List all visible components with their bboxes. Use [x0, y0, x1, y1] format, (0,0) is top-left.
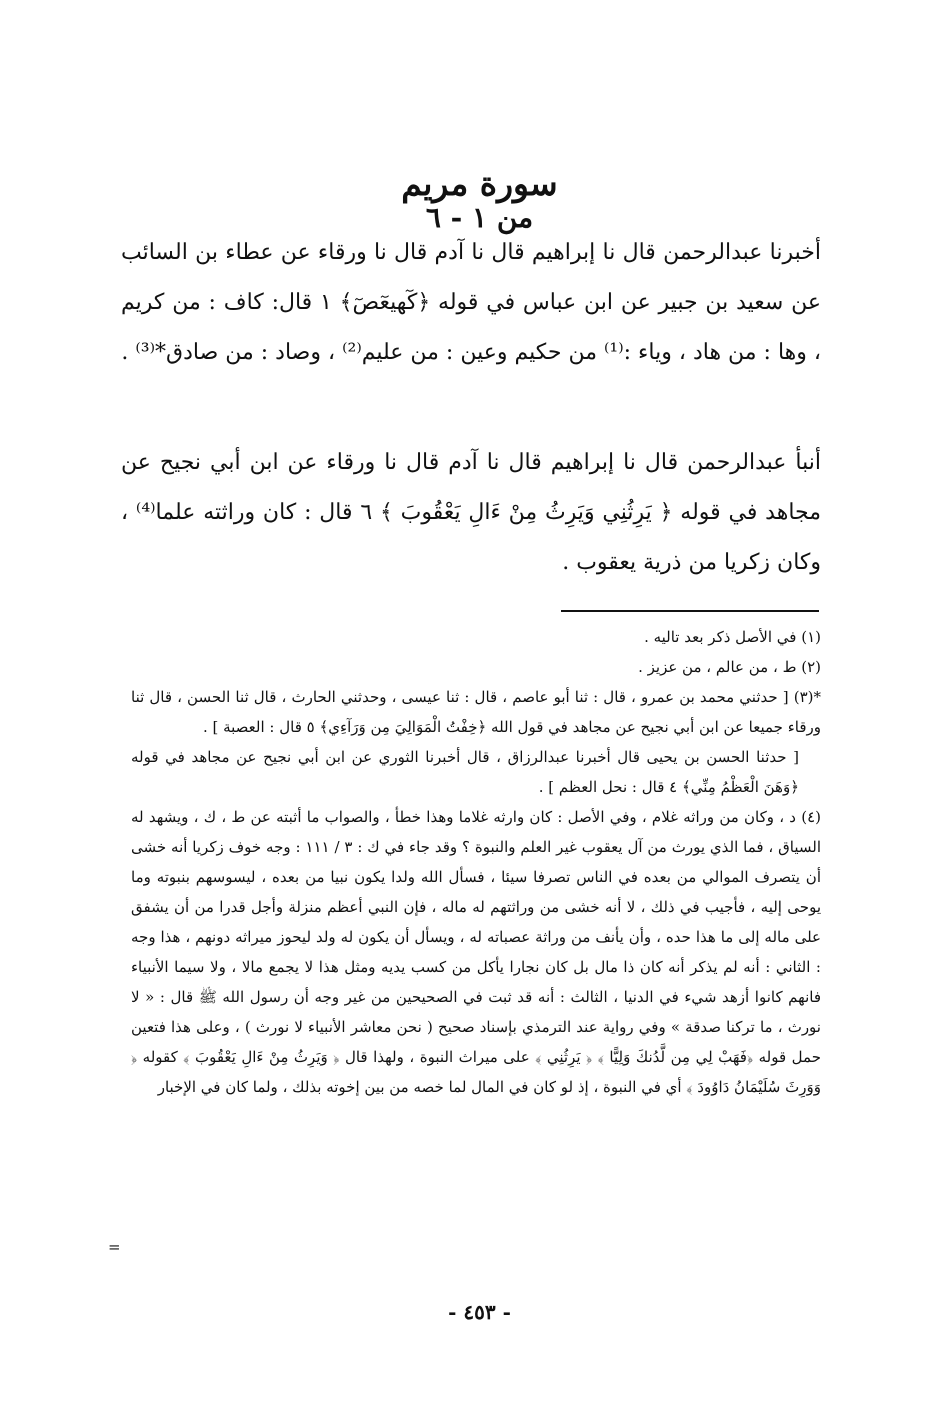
footnote-3: [131, 682, 821, 742]
footnote-1: [131, 622, 821, 652]
footnote-text: [ حدثني محمد بن عمرو ، قال : ثنا أبو عاصم ، قال : ثنا عيسى ، وحدثني الحارث ، قال ثنا الحسن ، قال ثنا ورقاء جميعا عن ابن أبي نجيح عن مجاهد في قول الله ﴿خِفْتُ الْمَوَالِيَ مِن وَرَآءِي﴾ ٥ قال : العصبة ] .: [131, 688, 821, 736]
surah-title: سورة مريم: [401, 164, 558, 203]
footnote-marker: (٤): [801, 808, 821, 826]
footnote-text: [ حدثنا الحسن بن يحيى قال أخبرنا عبدالرزاق ، قال أخبرنا الثوري عن ابن أبي نجيح عن مجاهد في قوله ﴿وَهَنَ الْعَظْمُ مِنِّي﴾ ٤ قال : نحل العظم ] .: [131, 748, 799, 796]
footnote-divider: [561, 610, 819, 612]
footnote-2: [131, 652, 821, 682]
footnote-text: د ، وكان من وراثه غلام ، وفي الأصل : كان وارثه غلاما وهذا خطأ ، والصواب ما أثبته عن ط ، ك ، ويشهد له السياق ، فما الذي يورث من آل يعقوب غير العلم والنبوة ؟ وقد جاء في ك : ٣ / ١١١ : وجه خوف زكريا أنه خشى أن يتصرف الموالي من بعده في الناس تصرفا سيئا ، فسأل الله ولدا يكون نبيا من بعده ، ليسوسهم بنبوته وما يوحى إليه ، فأجيب في ذلك ، لا أنه خشى من وراثتهم له ماله ، فإن النبي أعظم منزلة وأجل قدرا من أن يشفق على ماله إلى ما هذا حده ، وأن يأنف من وراثة عصباته له ، ويسأل أن يكون له ولد ليحوز ميراثه دونهم ، هذا وجه : الثاني : أنه لم يذكر أنه كان ذا مال بل كان نجارا يأكل من كسب يديه ومثل هذا لا يجمع مالا ، ولا سيما الأنبياء فانهم كانوا أزهد شيء في الدنيا ، الثالث : أنه قد ثبت في الصحيحين من غير وجه أن رسول الله ﷺ قال : « لا نورث ، ما تركنا صدقة » وفي رواية عند الترمذي بإسناد صحيح ( نحن معاشر الأنبياء لا نورث ) ، وعلى هذا فتعين حمل قوله ﴿فَهَبْ لِي مِن لَّدُنكَ وَلِيًّا ﴾ ﴿ يَرِثُنِي ﴾ على ميراث النبوة ، ولهذا قال ﴿ وَيَرِثُ مِنْ ءَالِ يَعْقُوبَ ﴾ كقوله ﴿ وَوَرِثَ سُلَيْمَانُ دَاوُودَ ﴾ أي في النبوة ، إذ لو كان في المال لما خصه من بين إخوته بذلك ، ولما كان في الإخبار: [131, 808, 821, 1096]
footnote-marker: *(٣): [793, 688, 821, 706]
page-number: - ٤٥٣ -: [448, 1300, 511, 1324]
footnote-4: [131, 802, 821, 1102]
footnote-marker: (٢): [801, 658, 821, 676]
continuation-mark: =: [108, 1238, 121, 1256]
footnote-marker: (١): [801, 628, 821, 646]
paragraph-1: أخبرنا عبدالرحمن قال نا إبراهيم قال نا آدم قال نا ورقاء عن عطاء بن السائب عن سعيد بن جبير عن ابن عباس في قوله ﴿كٓهيعٓصٓ﴾ ١ قال: كاف : من كريم ، وها : من هاد ، وياء :⁽¹⁾ من حكيم وعين : من عليم⁽²⁾ ، وصاد : من صادق*⁽³⁾ .: [121, 240, 821, 365]
footnote-text: في الأصل ذكر بعد تاليه .: [644, 628, 797, 646]
footnotes: [131, 622, 821, 1102]
footnote-3-continuation: [131, 742, 821, 802]
verse-range: من ١ - ٦: [425, 201, 534, 234]
footnote-text: ط ، من عالم ، من عزيز .: [638, 658, 797, 676]
paragraph-2: أنبأ عبدالرحمن قال نا إبراهيم قال نا آدم قال نا ورقاء عن ابن أبي نجيح عن مجاهد في قوله ﴿ يَرِثُنِي وَيَرِثُ مِنْ ءَالِ يَعْقُوبَ ﴾ ٦ قال : كان وراثته علما⁽⁴⁾ ، وكان زكريا من ذرية يعقوب .: [121, 450, 822, 575]
